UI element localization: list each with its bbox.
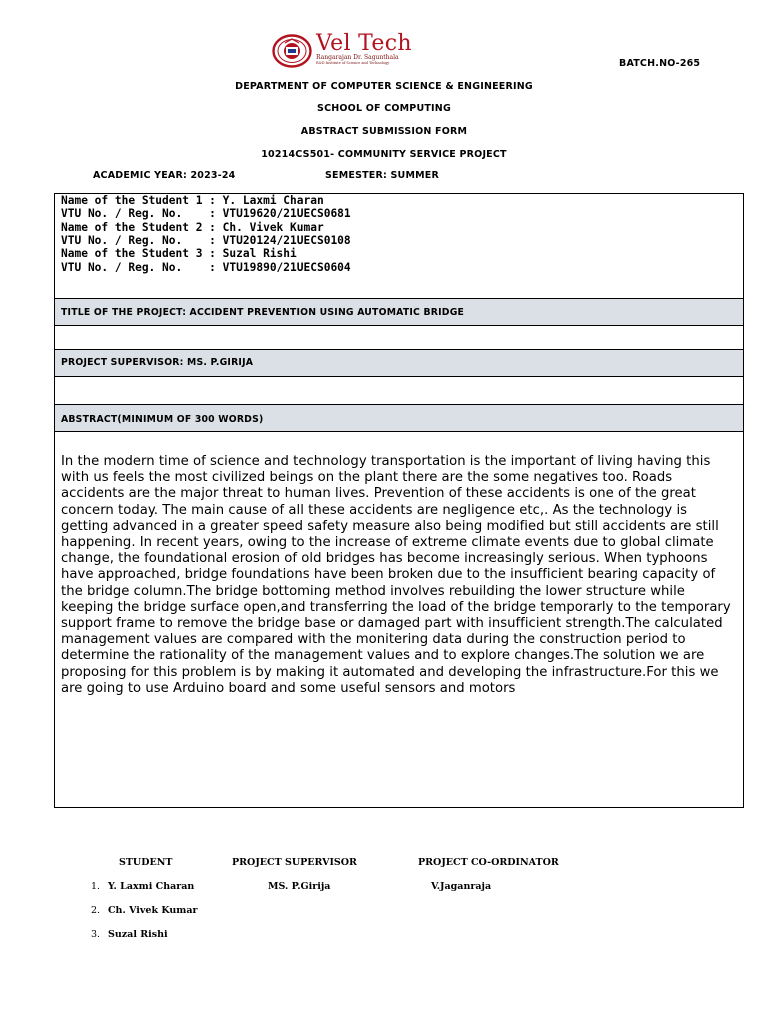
semester: SEMESTER: SUMMER (325, 170, 439, 181)
student-3-name: Name of the Student 3 : Suzal Rishi (61, 247, 297, 261)
project-title: TITLE OF THE PROJECT: ACCIDENT PREVENTION USING AUTOMATIC BRIDGE (61, 307, 465, 318)
batch-number: BATCH.NO-265 (619, 58, 701, 69)
student-1-reg: VTU No. / Reg. No. : VTU19620/21UECS0681 (61, 207, 351, 221)
department-heading: DEPARTMENT OF COMPUTER SCIENCE & ENGINEERING (235, 81, 533, 92)
course-title: 10214CS501- COMMUNITY SERVICE PROJECT (261, 149, 507, 160)
logo-name: Vel Tech (316, 31, 412, 56)
list-number: 1. (91, 881, 101, 892)
signature-student-2: Ch. Vivek Kumar (108, 905, 198, 916)
signature-student-3: Suzal Rishi (108, 929, 168, 940)
project-title-band (55, 298, 743, 326)
signature-coordinator: V.Jaganraja (431, 881, 492, 892)
signature-supervisor: MS. P.Girija (268, 881, 331, 892)
student-heading: STUDENT (119, 857, 173, 868)
supervisor-heading: PROJECT SUPERVISOR (232, 857, 357, 868)
list-number: 2. (91, 905, 101, 916)
academic-year: ACADEMIC YEAR: 2023-24 (93, 170, 236, 181)
institution-logo (272, 31, 420, 68)
form-title: ABSTRACT SUBMISSION FORM (300, 126, 468, 137)
list-number: 3. (91, 929, 101, 940)
abstract-text: In the modern time of science and technology transportation is the important of living having this with us feels the most civilized beings on the plant there are the some negatives too. Roads accidents are the major threat to human lives. Prevention of these accidents is one of the great concern today. The main cause of all these accidents are negligence etc,. As the technology is getting advanced in a greater speed safety measure also being modified but still accidents are still happening. In recent years, owing to the increase of extreme climate events due to global climate change, the foundational erosion of old bridges has become increasingly serious. When typhoons have approached, bridge foundations have been broken due to the insufficient bearing capacity of the bridge column.The bridge bottoming method involves rebuilding the lower structure while keeping the bridge surface open,and transferring the load of the bridge temporarly to the temporary support frame to remove the bridge base or damaged part with insufficient strength.The calculated management values are compared with the monitering data during the construction period to determine the rationality of the management values and to explore changes.The solution we are proposing for this problem is by making it automated and developing the infrastructure.For this we are going to use Arduino board and some useful sensors and motors (61, 454, 731, 696)
student-2-name: Name of the Student 2 : Ch. Vivek Kumar (61, 220, 324, 234)
student-1-name: Name of the Student 1 : Y. Laxmi Charan (61, 194, 324, 207)
coordinator-heading: PROJECT CO-ORDINATOR (418, 857, 559, 868)
student-2-reg: VTU No. / Reg. No. : VTU20124/21UECS0108 (61, 233, 351, 247)
signature-student-1: Y. Laxmi Charan (108, 881, 195, 892)
student-3-reg: VTU No. / Reg. No. : VTU19890/21UECS0604 (61, 260, 351, 274)
project-supervisor: PROJECT SUPERVISOR: MS. P.GIRIJA (61, 357, 254, 368)
seal-icon (272, 34, 312, 68)
logo-subtitle-2: R&D Institute of Science and Technology (316, 61, 390, 65)
form-frame (54, 193, 744, 808)
school-heading: SCHOOL OF COMPUTING (317, 103, 451, 114)
abstract-heading: ABSTRACT(MINIMUM OF 300 WORDS) (61, 414, 264, 425)
logo-subtitle: Rangarajan Dr. Sagunthala (316, 54, 399, 61)
project-supervisor-band (55, 349, 743, 377)
abstract-heading-band (55, 404, 743, 432)
